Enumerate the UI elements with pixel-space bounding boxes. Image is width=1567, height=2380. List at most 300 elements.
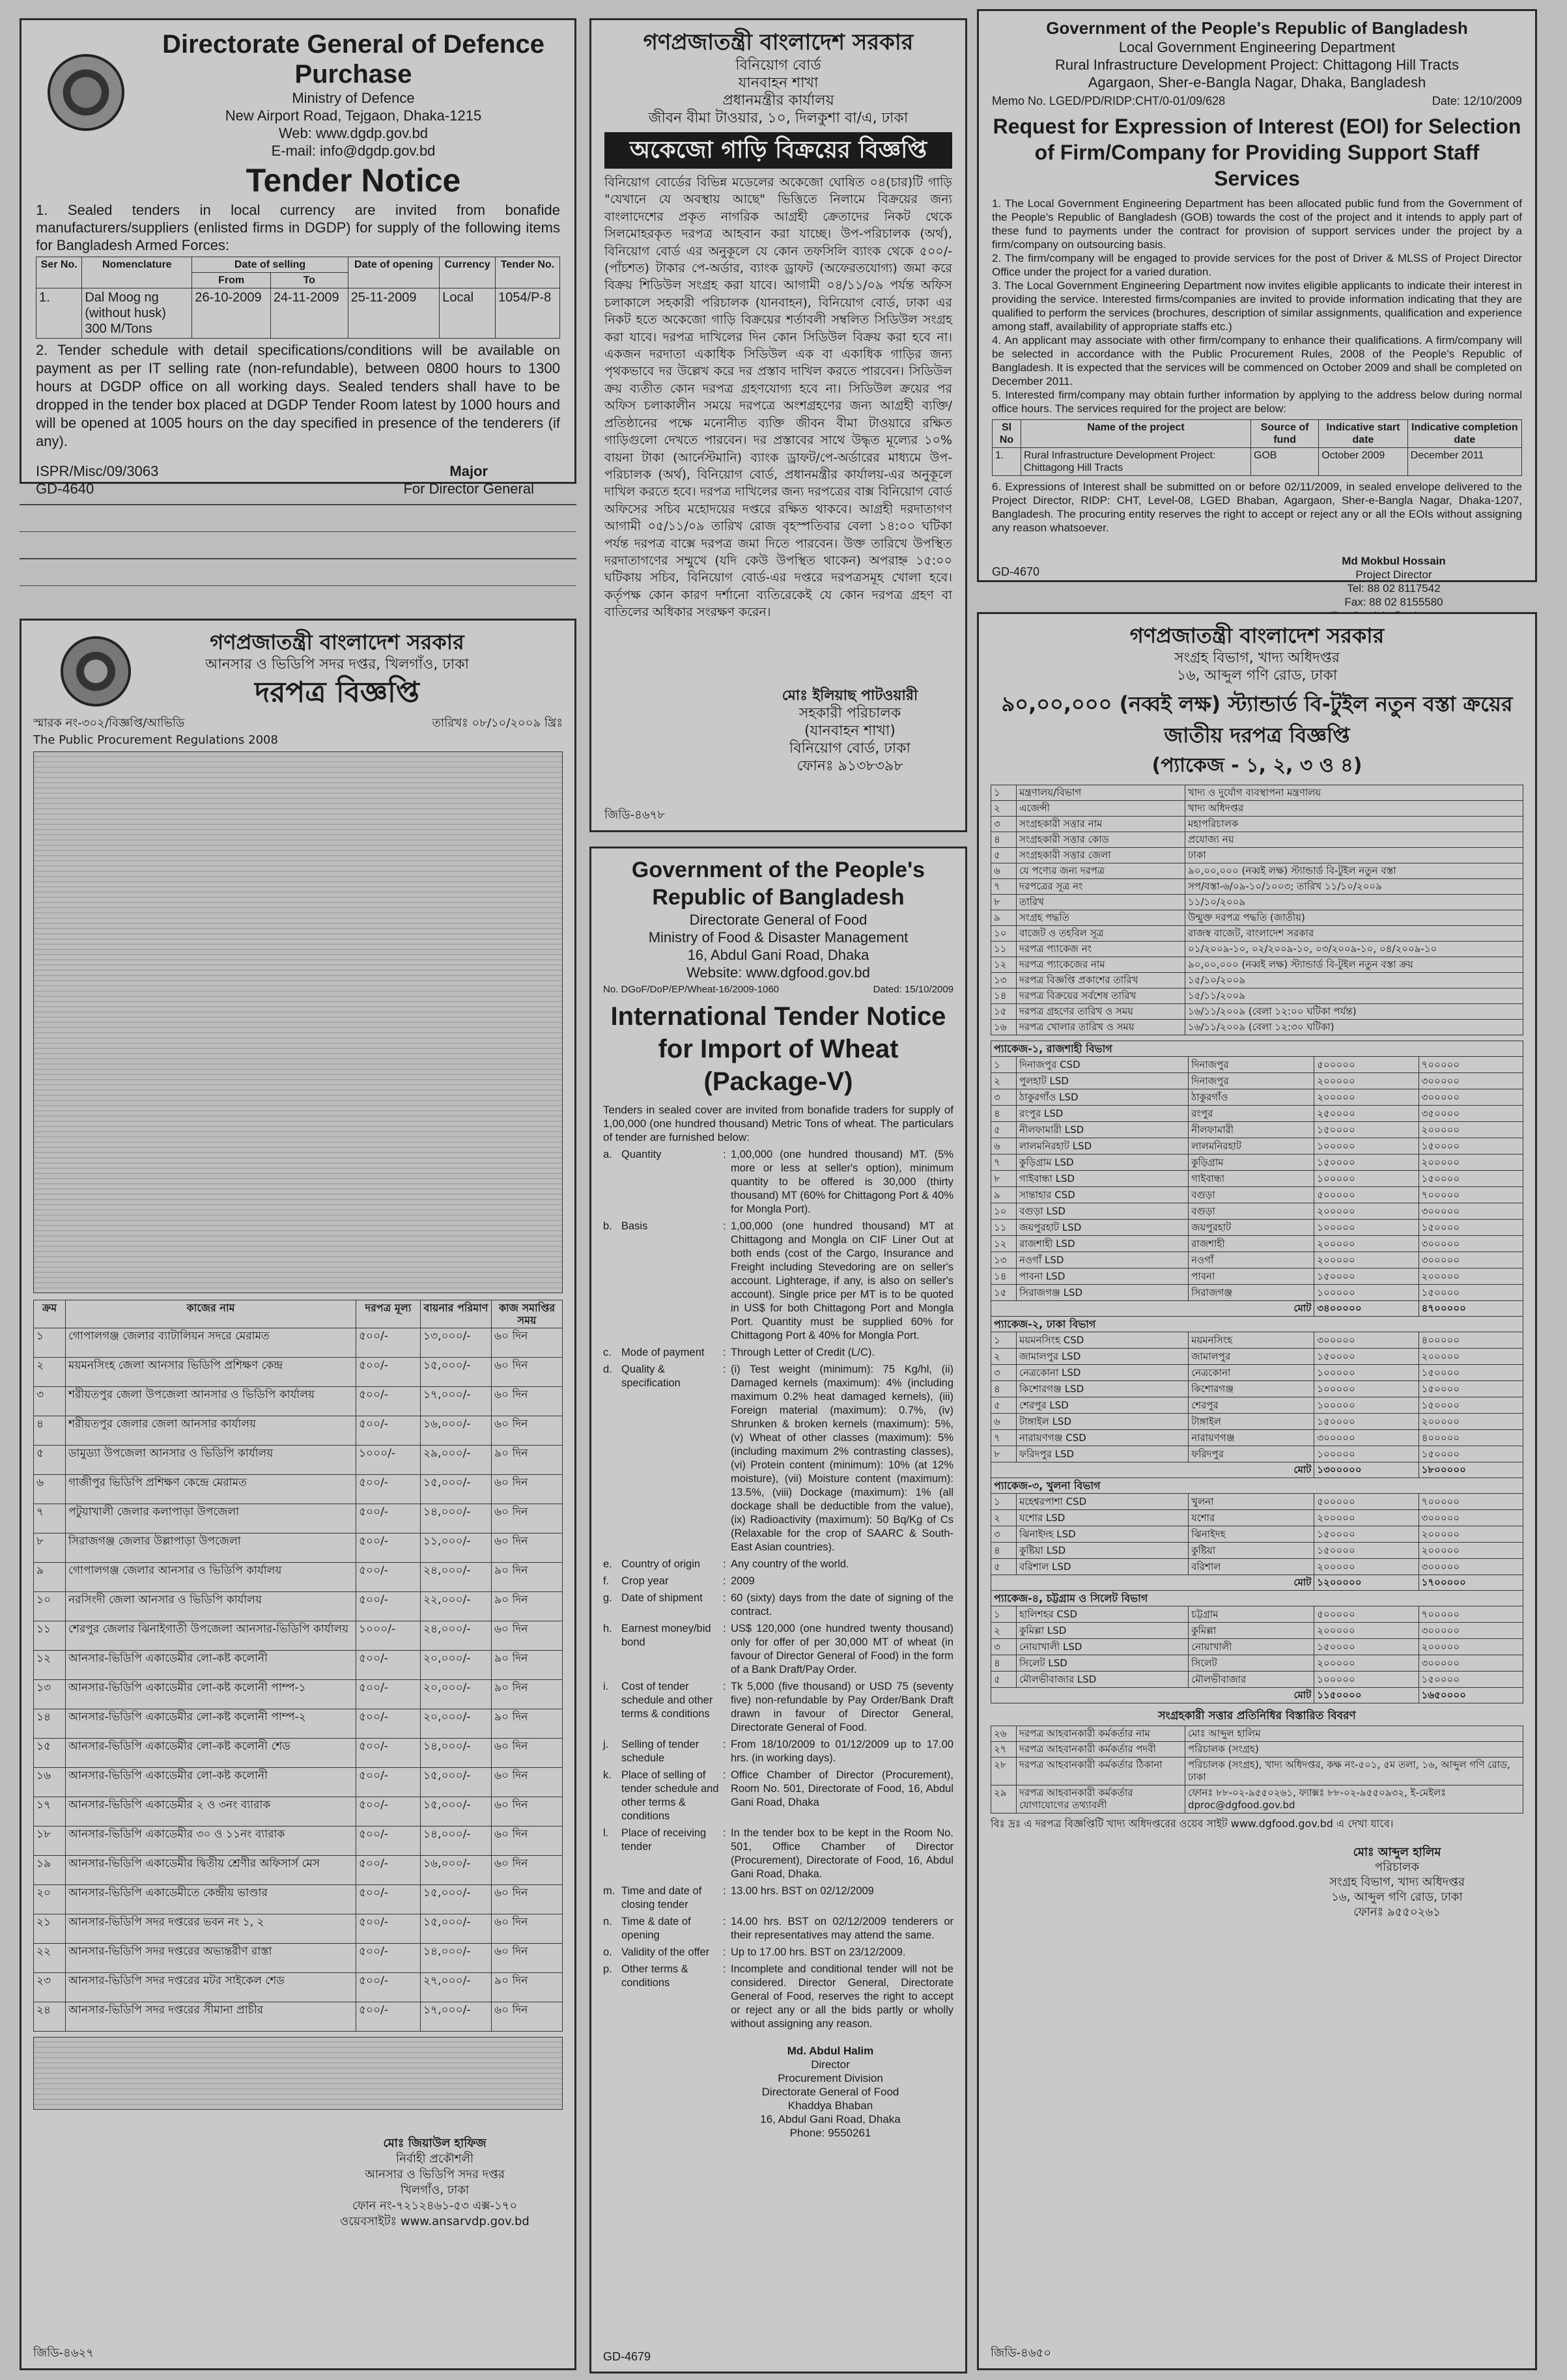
ansar-works-table [33,1300,563,2032]
bag-officer-title: সংগ্রহকারী সত্তার প্রতিনিধির বিস্তারিত বিবরণ [1158,1709,1356,1722]
food-item-label: Quantity [621,1149,662,1160]
food-item-label: Place of selling of tender schedule and other terms & conditions [621,1769,719,1822]
bag-pkg-cell: দিনাজপুর [1189,1057,1314,1073]
ansar-cell: নরসিংদী জেলা আনসার ও ভিডিপি কার্যালয় [66,1592,356,1621]
bag-pkg-cell: ৮ [991,1446,1017,1463]
bag-pkg-cell: ২০০০০০ [1419,1122,1523,1138]
table-row [34,1768,563,1797]
food-item-label: Cost of tender schedule and other terms & conditions [621,1681,713,1720]
list-item [603,1946,953,1959]
bag-pkg-cell: ২০০০০০ [1314,1236,1419,1252]
ansar-cell: ৫০০/- [356,1533,421,1563]
ansar-cell: ৬০ দিন [492,1739,563,1768]
dgdp-org: Directorate General of Defence Purchase [162,30,544,89]
bag-info-no: ৩ [991,817,1017,832]
ansar-cell: আনসার-ভিডিপি একাডেমীর লো-কষ্ট কলোনী পাম্প-২ [66,1709,356,1739]
bag-info-value: রাজস্ব বাজেট, বাংলাদেশ সরকার [1185,926,1523,942]
bag-info-no: ২ [991,801,1017,817]
table-row [991,1575,1523,1591]
bag-info-table [991,785,1523,1035]
lged-address: Agargaon, Sher-e-Bangla Nagar, Dhaka, Bangladesh [1088,74,1426,91]
table-row [991,1785,1523,1813]
bag-pkg-total: ৪৭০০০০০ [1419,1301,1523,1317]
bag-pkg-cell: ঝিনাইদহ LSD [1017,1526,1189,1543]
dgdp-cell: 26-10-2009 [192,288,270,339]
ansar-cell: ২২,০০০/- [421,1592,492,1621]
bag-package-heading: প্যাকেজ-২, ঢাকা বিভাগ [991,1317,1523,1332]
bag-info-no: ৫ [991,848,1017,863]
bag-pkg-cell: নারায়ণগঞ্জ [1189,1430,1314,1446]
table-row [991,1430,1523,1446]
ansar-cell: ৬০ দিন [492,1504,563,1533]
bag-pkg-cell: লালমনিরহাট [1189,1138,1314,1155]
food-item-letter: i. [603,1681,609,1692]
bag-pkg-cell: শেরপুর [1189,1397,1314,1414]
ansar-cell: ৫০০/- [356,1856,421,1885]
bag-officer-label: দরপত্র আহবানকারী কর্মকর্তার নাম [1017,1726,1185,1742]
food-item-value: 60 (sixty) days from the date of signing of the contract. [731,1592,953,1617]
food-item-letter: k. [603,1769,612,1781]
bag-info-no: ১১ [991,942,1017,957]
list-item [603,1827,953,1881]
ansar-cell: ৫০০/- [356,1739,421,1768]
bag-pkg-total: ১৮০০০০০ [1419,1463,1523,1478]
bag-info-no: ১৬ [991,1020,1017,1035]
food-item-letter: l. [603,1827,609,1839]
food-item-letter: m. [603,1885,615,1897]
bag-pkg-cell: লালমনিরহাট LSD [1017,1138,1189,1155]
lged-date: Date: 12/10/2009 [1432,94,1522,107]
dgdp-th-to: To [270,273,348,288]
ansar-cell: ২৭,০০০/- [421,1973,492,2002]
food-item-letter: h. [603,1623,612,1634]
ansar-cell: ৬০ দিন [492,1621,563,1651]
bag-pkg-cell: ১০০০০০ [1314,1672,1419,1688]
bag-pkg-cell: জয়পুরহাট [1189,1220,1314,1236]
table-row [991,1757,1523,1785]
bag-pkg-cell: ১ [991,1494,1017,1510]
dgdp-gd: GD-4640 [36,481,94,497]
bag-pkg-cell: ১৫ [991,1285,1017,1301]
table-row [34,1914,563,1944]
separator: : [723,1347,726,1358]
ansar-cell: আনসার-ভিডিপি একাডেমীতে কেন্দ্রীয় ভাণ্ডার [66,1885,356,1914]
bag-pkg-cell: মৌলভীবাজার LSD [1017,1672,1189,1688]
bag-info-value: ১৫/১০/২০০৯ [1185,973,1523,988]
ansar-cell: ৫০০/- [356,1827,421,1856]
ansar-cell: ৬০ দিন [492,1885,563,1914]
bag-pkg-cell: যশোর LSD [1017,1510,1189,1526]
ansar-cell: আনসার-ভিডিপি একাডেমীর ২ ও ৩নং ব্যারাক [66,1797,356,1827]
bag-pkg-cell: সান্তাহার CSD [1017,1187,1189,1203]
bag-pkg-cell: ঠাকুরগাঁও LSD [1017,1089,1189,1106]
table-row [991,1526,1523,1543]
bag-pkg-cell: ২ [991,1349,1017,1365]
ansar-th: বায়নার পরিমাণ [421,1300,492,1328]
food-item-label: Country of origin [621,1558,701,1570]
bag-pkg-cell: নওগাঁ LSD [1017,1252,1189,1268]
bag-pkg-cell: ৩০০০০০ [1419,1073,1523,1089]
bag-pkg-cell: ৩০০০০০ [1419,1089,1523,1106]
bag-info-value: উন্মুক্ত দরপত্র পদ্ধতি (জাতীয়) [1185,910,1523,926]
food-item-label: Basis [621,1220,648,1232]
bag-pkg-cell: দিনাজপুর [1189,1073,1314,1089]
table-row [34,1856,563,1885]
bag-pkg-cell: ২০০০০০ [1419,1414,1523,1430]
lged-th: Indicative start date [1319,420,1407,448]
food-item-value: Incomplete and conditional tender will not be considered. Director General, Directorate General of Food, reserves the right to accept or reject any or all the bids partly or wholly without assigning any reason. [731,1963,953,2030]
food-ministry: Ministry of Food & Disaster Management [648,929,909,945]
bag-pkg-cell: ৩০০০০০ [1419,1559,1523,1575]
table-row [991,1494,1523,1510]
dgdp-address: New Airport Road, Tejgaon, Dhaka-1215 [225,107,482,124]
bag-pkg-cell: পাবনা [1189,1268,1314,1285]
table-row [991,1317,1523,1332]
ansar-cell: ১৩ [34,1680,66,1709]
bag-pkg-cell: মহেশ্বরপাশা CSD [1017,1494,1189,1510]
boi-phone: ফোনঃ ৯১৩৮৩৯৮ [797,758,903,774]
list-item [603,1346,953,1360]
bag-pkg-cell: ফরিদপুর LSD [1017,1446,1189,1463]
bag-pkg-total-label: মোট [991,1301,1314,1317]
ansar-signer: মোঃ জিয়াউল হাফিজ [383,2136,487,2150]
bag-package-table [991,1041,1523,1703]
boi-vehicle-sale-notice [589,18,967,832]
bag-signer: মোঃ আব্দুল হালিম [1353,1845,1441,1859]
boi-signer-dept: (যানবাহন শাখা) [804,723,896,739]
bag-pkg-cell: ১৫০০০০ [1419,1138,1523,1155]
table-row [991,1020,1523,1035]
bag-pkg-total: ১২০০০০০ [1314,1575,1419,1591]
bag-pkg-cell: সিরাজগঞ্জ LSD [1017,1285,1189,1301]
bag-pkg-cell: ১২ [991,1236,1017,1252]
bag-gov: গণপ্রজাতন্ত্রী বাংলাদেশ সরকার [1129,623,1385,648]
lged-signer-title: Project Director [1355,568,1432,581]
table-row [34,2002,563,2032]
bag-pkg-cell: ২০০০০০ [1314,1203,1419,1220]
bag-pkg-cell: গাইবান্ধা [1189,1171,1314,1187]
ansar-cell: সিরাজগঞ্জ জেলার উল্লাপাড়া উপজেলা [66,1533,356,1563]
bag-pkg-total-label: মোট [991,1688,1314,1703]
dgdp-title: Tender Notice [246,162,461,199]
bag-pkg-cell: নোয়াখালী [1189,1639,1314,1655]
ansar-cell: ৫০০/- [356,1709,421,1739]
ansar-cell: ৯০ দিন [492,1563,563,1592]
ansar-cell: ৬ [34,1475,66,1504]
ansar-cell: আনসার-ভিডিপি সদর দপ্তরের ভবন নং ১, ২ [66,1914,356,1944]
ansar-th: কাজ সমাপ্তির সময় [492,1300,563,1328]
bag-pkg-total-label: মোট [991,1575,1314,1591]
ansar-cell: ৫০০/- [356,1651,421,1680]
dgdp-th-tender: Tender No. [496,257,560,288]
bag-pkg-cell: খুলনা [1189,1494,1314,1510]
food-item-label: Quality & specification [621,1364,681,1389]
bag-pkg-cell: সিলেট [1189,1655,1314,1672]
separator: : [723,1149,726,1160]
bag-pkg-cell: ৫০০০০০ [1314,1057,1419,1073]
table-row [34,1358,563,1387]
ansar-cell: ১৮ [34,1827,66,1856]
ansar-cell: আনসার-ভিডিপি একাডেমীর লো-কষ্ট কলোনী পাম্প-১ [66,1680,356,1709]
separator: : [723,1916,726,1927]
ansar-cell: আনসার-ভিডিপি একাডেমীর লো-কষ্ট কলোনী [66,1651,356,1680]
food-item-value: 2009 [731,1575,755,1587]
ansar-cell: ৫০০/- [356,1885,421,1914]
table-row [993,448,1522,476]
bag-pkg-cell: মৌলভীবাজার [1189,1672,1314,1688]
bag-info-label: এজেন্সী [1017,801,1185,817]
ansar-cell: ৯ [34,1563,66,1592]
bag-pkg-cell: ৩০০০০০ [1419,1252,1523,1268]
bag-pkg-cell: ৮ [991,1171,1017,1187]
table-row [991,801,1523,817]
ansar-cell: আনসার-ভিডিপি একাডেমীর লো-কষ্ট কলোনী [66,1768,356,1797]
ansar-cell: ৫০০/- [356,1416,421,1446]
ansar-cell: ৫০০/- [356,1973,421,2002]
bag-info-label: সংগ্রহ পদ্ধতি [1017,910,1185,926]
food-item-value: Office Chamber of Director (Procurement), Room No. 501, Directorate of Food, 16, Abdul Gani Road, Dhaka [731,1769,953,1808]
bag-officer-table [991,1726,1523,1813]
bag-info-no: ৮ [991,895,1017,910]
bag-pkg-cell: রংপুর LSD [1017,1106,1189,1122]
bag-info-label: তারিখ [1017,895,1185,910]
ansar-cell: ৩ [34,1387,66,1416]
ansar-cell: ১৪,০০০/- [421,1827,492,1856]
ansar-cell: পটুয়াখালী জেলার কলাপাড়া উপজেলা [66,1504,356,1533]
table-row [34,1944,563,1973]
boi-gov: গণপ্রজাতন্ত্রী বাংলাদেশ সরকার [643,29,914,55]
list-item [603,1963,953,2031]
food-item-letter: b. [603,1220,612,1232]
table-row [991,848,1523,863]
ansar-cell: গোপালগঞ্জ জেলার আনসার ও ভিডিপি কার্যালয় [66,1563,356,1592]
bag-info-value: ১৬/১১/২০০৯ (বেলা ১২:০০ ঘটিকা পর্যন্ত) [1185,1004,1523,1020]
ansar-cell: ৫০০/- [356,1680,421,1709]
lged-item: 4. An applicant may associate with other firm/company to enhance their qualifications. A firm/company will be selected in accordance with the Public Procurement Rules, 2008 of the People's Republic of Bangladesh. It is expected that the services will be commenced on October 2009 and shall be completed on December 2011. [992,334,1522,387]
bag-info-label: সংগ্রহকারী সত্তার নাম [1017,817,1185,832]
ansar-cell: ৫০০/- [356,1768,421,1797]
table-row [991,1742,1523,1757]
ansar-cell: ৬০ দিন [492,1475,563,1504]
bag-pkg-cell: ১০০০০০ [1314,1285,1419,1301]
lged-th: Sl No [993,420,1021,448]
ansar-cell: ২১ [34,1914,66,1944]
ansar-memo: স্মারক নং-৩০২/বিজ্ঞপ্তি/আভিডি [33,716,185,730]
food-item-label: Place of receiving tender [621,1827,707,1853]
bag-officer-no: ২৬ [991,1726,1017,1742]
bag-pkg-cell: গাইবান্ধা LSD [1017,1171,1189,1187]
ansar-cell: ১৫,০০০/- [421,1475,492,1504]
table-row [34,1533,563,1563]
separator: : [723,1885,726,1897]
food-item-value: 14.00 hrs. BST on 02/12/2009 tenderers or their representatives may attend the same. [731,1916,953,1941]
ansar-cell: ১৪,০০০/- [421,1504,492,1533]
dgdp-th-from: From [192,273,270,288]
bag-pkg-cell: ৫ [991,1397,1017,1414]
lged-project: Rural Infrastructure Development Project: Chittagong Hill Tracts [1055,57,1459,73]
bag-info-label: দরপত্র গ্রহণের তারিখ ও সময় [1017,1004,1185,1020]
bag-pkg-cell: ৭ [991,1430,1017,1446]
bag-pkg-cell: ২০০০০০ [1314,1623,1419,1639]
ansar-web: ওয়েবসাইটঃ www.ansarvdp.gov.bd [340,2215,529,2228]
food-item-value: 13.00 hrs. BST on 02/12/2009 [731,1885,874,1897]
ansar-cell: ২৪ [34,2002,66,2032]
table-row [34,1651,563,1680]
table-row [991,1414,1523,1430]
separator: : [723,1769,726,1781]
bag-pkg-cell: ১ [991,1606,1017,1623]
ansar-cell: গাজীপুর ভিডিপি প্রশিক্ষণ কেন্দ্রে মেরামত [66,1475,356,1504]
food-item-letter: e. [603,1558,612,1570]
bag-pkg-cell: ১ [991,1332,1017,1349]
bag-pkg-cell: ১০০০০০ [1314,1381,1419,1397]
ansar-th: কাজের নাম [66,1300,356,1328]
dgdp-sign-rank: Major [449,463,488,479]
ansar-cell: ১১ [34,1621,66,1651]
bag-info-label: দরপত্র প্যাকেজের নাম [1017,957,1185,973]
food-item-label: Time and date of closing tender [621,1885,702,1911]
bag-pkg-total: ৩৪০০০০০ [1314,1301,1419,1317]
table-row [34,1739,563,1768]
bag-pkg-cell: ময়মনসিংহ CSD [1017,1332,1189,1349]
bag-tender-notice [977,612,1537,2370]
bag-pkg-cell: ২ [991,1623,1017,1639]
dgdp-table [36,257,560,339]
lged-item: 3. The Local Government Engineering Department now invites eligible applicants to indicate their interest in providing the service. Interested firms/companies are invited to provide information indicating that they are qualified to perform the services (brochures, description of similar assignments, qualification and experience among staff, availability of appropriate staffs etc.) [992,279,1522,333]
dgdp-th-opening: Date of opening [348,257,440,288]
ansar-info-table [33,751,563,1293]
ansar-cell: ৬০ দিন [492,1797,563,1827]
ansar-cell: ৫ [34,1446,66,1475]
list-item [603,1558,953,1571]
food-item-letter: f. [603,1575,610,1587]
dgdp-email: E-mail: info@dgdp.gov.bd [271,143,436,159]
bag-package-heading: প্যাকেজ-১, রাজশাহী বিভাগ [991,1041,1523,1057]
table-row [34,1563,563,1592]
bag-pkg-cell: যশোর [1189,1510,1314,1526]
food-item-label: Selling of tender schedule [621,1739,699,1764]
dgdp-ministry: Ministry of Defence [292,90,415,106]
dgdp-tender-notice [20,18,576,497]
bag-pkg-cell: ১০০০০০ [1314,1397,1419,1414]
ansar-cell: ১০০০/- [356,1446,421,1475]
ansar-cell: ৪ [34,1416,66,1446]
table-row [991,1639,1523,1655]
ansar-cell: ৬০ দিন [492,1533,563,1563]
bag-info-label: দরপত্র বিজ্ঞপ্তি প্রকাশের তারিখ [1017,973,1185,988]
bag-pkg-cell: ৫ [991,1672,1017,1688]
dgdp-th-ser: Ser No. [36,257,82,288]
bag-pkg-cell: ২৫০০০০ [1314,1106,1419,1122]
bag-pkg-cell: ২০০০০০ [1314,1510,1419,1526]
ansar-cell: ৫০০/- [356,2002,421,2032]
table-row [34,1592,563,1621]
bag-info-no: ১৩ [991,973,1017,988]
bag-pkg-total: ১৭০০০০০ [1419,1575,1523,1591]
food-item-value: Through Letter of Credit (L/C). [731,1347,875,1358]
bag-pkg-cell: ৩৫০০০০ [1419,1106,1523,1122]
bag-info-value: সপ/বস্তা-৬/০৯-১০/১০০৩; তারিখ ১১/১০/২০০৯ [1185,879,1523,895]
bag-pkg-cell: দিনাজপুর CSD [1017,1057,1189,1073]
boi-signer-title: সহকারী পরিচালক [798,705,901,721]
bag-pkg-cell: ২০০০০০ [1419,1526,1523,1543]
ansar-phone: ফোন নং-৭২১২৪৬১-৫৩ এক্স-১৭০ [352,2199,518,2213]
table-row [34,1797,563,1827]
table-row [991,1349,1523,1365]
bag-pkg-cell: ৩০০০০০ [1419,1510,1523,1526]
lged-signer: Md Mokbul Hossain [1342,555,1446,567]
bag-signer-addr: ১৬, আব্দুল গণি রোড, ঢাকা [1331,1890,1463,1904]
bag-pkg-cell: ময়মনসিংহ [1189,1332,1314,1349]
table-row [991,817,1523,832]
ansar-cell: ১১,০০০/- [421,1533,492,1563]
dgdp-cell: 1054/P-8 [496,288,560,339]
bag-pkg-cell: ১৫০০০০ [1314,1268,1419,1285]
bag-officer-no: ২৯ [991,1785,1017,1813]
bag-pkg-cell: ১০০০০০ [1314,1220,1419,1236]
bag-pkg-cell: ৩০০০০০ [1419,1623,1523,1639]
bag-pkg-cell: ১৫০০০০ [1419,1397,1523,1414]
table-row [34,1973,563,2002]
lged-th: Indicative completion date [1407,420,1521,448]
bag-pkg-cell: ৪ [991,1543,1017,1559]
separator: : [723,1623,726,1634]
lged-item: 1. The Local Government Engineering Department has been allocated public fund from the Government of the People's Republic of Bangladesh (GOB) towards the cost of the project and it intends to apply part of these fund to payments under the contract for provision of support services under the project by a firm/company on outsourcing basis. [992,197,1522,251]
lged-cell: October 2009 [1319,448,1407,476]
food-dept: Directorate General of Food [689,912,868,928]
table-row [991,1332,1523,1349]
food-signer-addr: 16, Abdul Gani Road, Dhaka [760,2113,901,2125]
food-item-letter: d. [603,1364,612,1375]
list-item [603,1769,953,1823]
ansar-cell: ১৩,০০০/- [421,1328,492,1358]
ansar-cell: আনসার-ভিডিপি একাডেমীর লো-কষ্ট কলোনী শেড [66,1739,356,1768]
bag-info-value: প্রযোজ্য নয় [1185,832,1523,848]
bag-info-value: ৯০,০০,০০০ (নব্বই লক্ষ) স্ট্যান্ডার্ড বি-টুইল নতুন বস্তা [1185,863,1523,879]
bag-pkg-cell: ১০০০০০ [1314,1446,1419,1463]
ansar-cell: ১৭,০০০/- [421,2002,492,2032]
separator: : [723,1827,726,1839]
blank-ruled-area [20,495,576,609]
table-row [34,1475,563,1504]
boi-pmo: প্রধানমন্ত্রীর কার্যালয় [722,92,834,109]
lged-table [992,419,1522,476]
boi-address: জীবন বীমা টাওয়ার, ১০, দিলকুশা বা/এ, ঢাকা [648,110,909,126]
food-signer-bldg: Khaddya Bhaban [787,2099,873,2112]
food-intro: Tenders in sealed cover are invited from bonafide traders for supply of 1,00,000 (one hundred thousand) Metric Tons of wheat. The particulars of tender are furnished below: [603,1104,953,1143]
bag-pkg-cell: নেত্রকোনা [1189,1365,1314,1381]
table-row [991,895,1523,910]
ansar-cell: ৯০ দিন [492,1680,563,1709]
food-item-value: From 18/10/2009 to 01/12/2009 up to 17.00 hrs. (in working days). [731,1739,953,1764]
table-row [991,973,1523,988]
ansar-cell: ৫০০/- [356,1328,421,1358]
ansar-cell: ১২ [34,1651,66,1680]
table-row [991,1726,1523,1742]
ansar-cell: ১৪ [34,1709,66,1739]
bag-package-heading: প্যাকেজ-৩, খুলনা বিভাগ [991,1478,1523,1494]
ansar-cell: ১৫,০০০/- [421,1797,492,1827]
bag-pkg-cell: বরিশাল [1189,1559,1314,1575]
bag-info-label: সংগ্রহকারী সত্তার কোড [1017,832,1185,848]
table-row [991,1623,1523,1639]
bag-pkg-cell: ১০০০০০ [1314,1365,1419,1381]
table-row [991,1252,1523,1268]
ansar-cell: ২৪,০০০/- [421,1563,492,1592]
bag-pkg-total: ১১৫০০০০ [1314,1688,1419,1703]
bag-pkg-cell: ৪ [991,1106,1017,1122]
table-row [991,1057,1523,1073]
